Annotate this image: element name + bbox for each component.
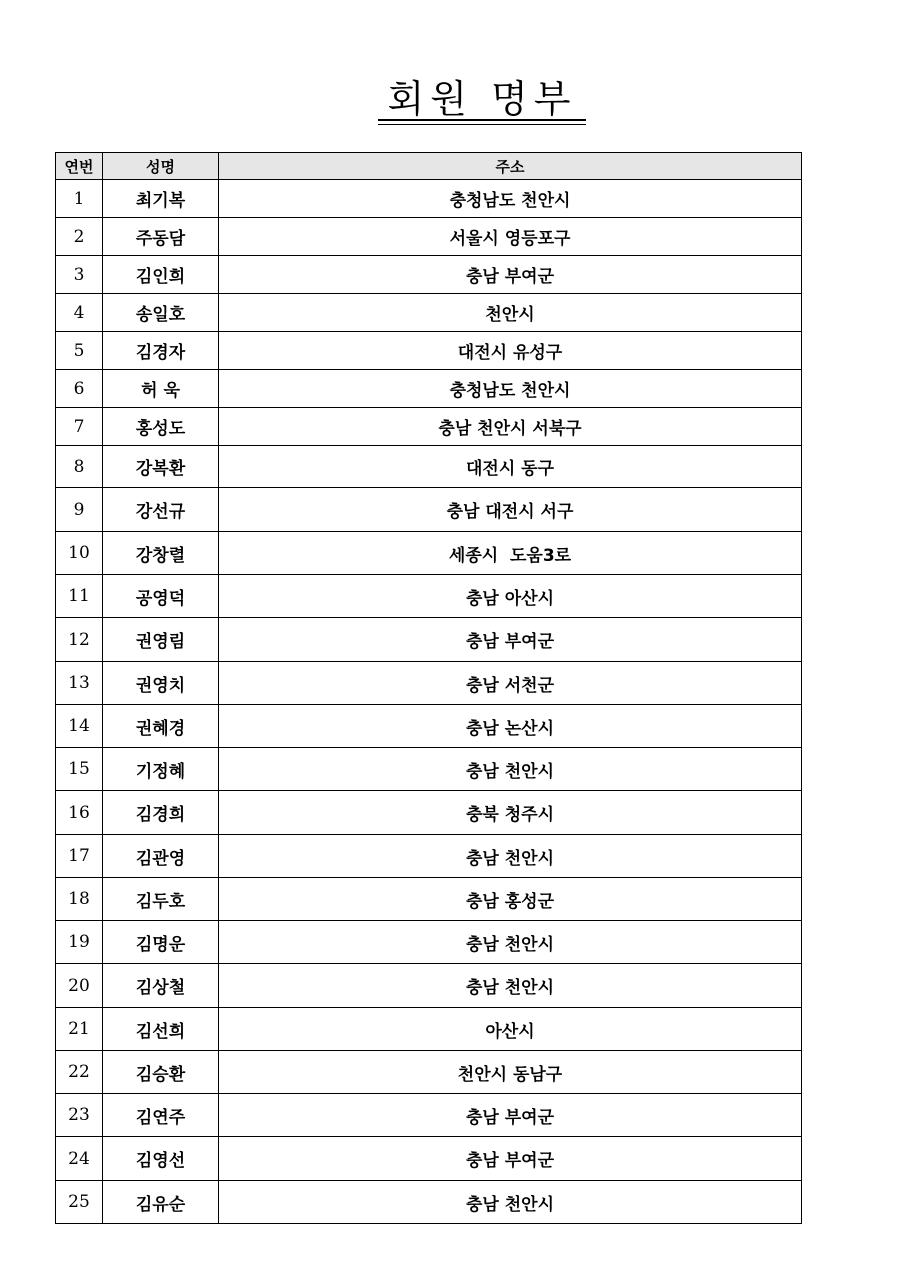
table-row xyxy=(56,835,802,878)
table-row xyxy=(56,662,802,705)
cell-address: 대전시 동구 xyxy=(219,446,802,488)
cell-name: 김두호 xyxy=(103,878,219,921)
header-name: 성명 xyxy=(103,153,219,180)
cell-no: 8 xyxy=(56,446,103,488)
cell-no: 24 xyxy=(56,1137,103,1181)
table-row xyxy=(56,705,802,748)
cell-no: 21 xyxy=(56,1008,103,1051)
cell-no: 23 xyxy=(56,1094,103,1137)
cell-name: 홍성도 xyxy=(103,408,219,446)
cell-no: 2 xyxy=(56,218,103,256)
cell-address: 충남 부여군 xyxy=(219,1137,802,1181)
cell-no: 9 xyxy=(56,488,103,532)
cell-name: 공영덕 xyxy=(103,575,219,618)
cell-address: 충남 대전시 서구 xyxy=(219,488,802,532)
cell-name: 김승환 xyxy=(103,1051,219,1094)
cell-no: 20 xyxy=(56,964,103,1008)
cell-name: 강복환 xyxy=(103,446,219,488)
table-row xyxy=(56,1181,802,1224)
cell-name: 김인희 xyxy=(103,256,219,294)
cell-no: 11 xyxy=(56,575,103,618)
cell-name: 강선규 xyxy=(103,488,219,532)
table-row xyxy=(56,370,802,408)
member-table xyxy=(55,152,802,1224)
cell-address: 천안시 xyxy=(219,294,802,332)
table-row xyxy=(56,446,802,488)
table-row xyxy=(56,1051,802,1094)
table-row xyxy=(56,1008,802,1051)
header-address: 주소 xyxy=(219,153,802,180)
cell-no: 6 xyxy=(56,370,103,408)
table-body xyxy=(56,180,802,1224)
cell-address: 충남 부여군 xyxy=(219,618,802,662)
cell-address: 대전시 유성구 xyxy=(219,332,802,370)
cell-no: 17 xyxy=(56,835,103,878)
cell-name: 김유순 xyxy=(103,1181,219,1224)
table-row xyxy=(56,748,802,791)
cell-no: 1 xyxy=(56,180,103,218)
cell-name: 김경희 xyxy=(103,791,219,835)
table-row xyxy=(56,488,802,532)
cell-name: 김관영 xyxy=(103,835,219,878)
cell-address: 충남 부여군 xyxy=(219,1094,802,1137)
header-no: 연번 xyxy=(56,153,103,180)
table-row xyxy=(56,218,802,256)
cell-address: 아산시 xyxy=(219,1008,802,1051)
cell-address: 충청남도 천안시 xyxy=(219,180,802,218)
cell-no: 14 xyxy=(56,705,103,748)
cell-name: 김경자 xyxy=(103,332,219,370)
cell-address: 충남 서천군 xyxy=(219,662,802,705)
cell-no: 10 xyxy=(56,532,103,575)
cell-address: 서울시 영등포구 xyxy=(219,218,802,256)
cell-name: 주동담 xyxy=(103,218,219,256)
cell-address: 천안시 동남구 xyxy=(219,1051,802,1094)
table-row xyxy=(56,256,802,294)
table-row xyxy=(56,791,802,835)
cell-address: 충남 천안시 xyxy=(219,835,802,878)
cell-address: 충남 천안시 서북구 xyxy=(219,408,802,446)
cell-name: 권혜경 xyxy=(103,705,219,748)
cell-name: 김명운 xyxy=(103,921,219,964)
table-row xyxy=(56,921,802,964)
cell-address: 세종시 도움3로 xyxy=(219,532,802,575)
cell-no: 7 xyxy=(56,408,103,446)
cell-name: 김상철 xyxy=(103,964,219,1008)
table-row xyxy=(56,180,802,218)
cell-name: 송일호 xyxy=(103,294,219,332)
table-row xyxy=(56,332,802,370)
page-title: 회원 명부 xyxy=(387,77,577,121)
table-header-row xyxy=(56,153,802,180)
table-row xyxy=(56,294,802,332)
cell-address: 충남 천안시 xyxy=(219,748,802,791)
cell-address: 충남 홍성군 xyxy=(219,878,802,921)
cell-no: 15 xyxy=(56,748,103,791)
cell-name: 김선희 xyxy=(103,1008,219,1051)
table-row xyxy=(56,1137,802,1181)
table-row xyxy=(56,878,802,921)
cell-address: 충청남도 천안시 xyxy=(219,370,802,408)
cell-name: 권영림 xyxy=(103,618,219,662)
table-row xyxy=(56,1094,802,1137)
cell-no: 22 xyxy=(56,1051,103,1094)
cell-name: 최기복 xyxy=(103,180,219,218)
cell-no: 4 xyxy=(56,294,103,332)
cell-name: 김영선 xyxy=(103,1137,219,1181)
cell-no: 12 xyxy=(56,618,103,662)
table-row xyxy=(56,575,802,618)
cell-no: 25 xyxy=(56,1181,103,1224)
cell-no: 13 xyxy=(56,662,103,705)
cell-address: 충남 천안시 xyxy=(219,1181,802,1224)
cell-address: 충남 천안시 xyxy=(219,921,802,964)
cell-no: 18 xyxy=(56,878,103,921)
table-row xyxy=(56,408,802,446)
table-row xyxy=(56,532,802,575)
title-underline xyxy=(378,119,586,125)
cell-no: 16 xyxy=(56,791,103,835)
cell-name: 김연주 xyxy=(103,1094,219,1137)
cell-address: 충북 청주시 xyxy=(219,791,802,835)
cell-address: 충남 부여군 xyxy=(219,256,802,294)
table-row xyxy=(56,964,802,1008)
cell-no: 5 xyxy=(56,332,103,370)
table-row xyxy=(56,618,802,662)
cell-name: 허 욱 xyxy=(103,370,219,408)
cell-address: 충남 아산시 xyxy=(219,575,802,618)
cell-name: 권영치 xyxy=(103,662,219,705)
cell-address: 충남 천안시 xyxy=(219,964,802,1008)
cell-name: 기정혜 xyxy=(103,748,219,791)
cell-no: 19 xyxy=(56,921,103,964)
cell-name: 강창렬 xyxy=(103,532,219,575)
cell-no: 3 xyxy=(56,256,103,294)
cell-address: 충남 논산시 xyxy=(219,705,802,748)
